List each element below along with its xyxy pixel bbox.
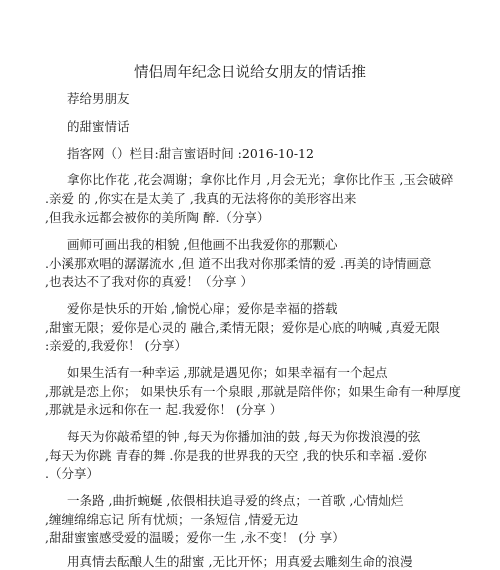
paragraph-6-line-2: ,缠缠绵绵忘记 所有忧烦；一条短信 ,情爱无边 (45, 512, 299, 527)
paragraph-3-line-2: ,甜蜜无限；爱你是心灵的 融合,柔情无限；爱你是心底的呐喊 ,真爱无限 (45, 320, 440, 335)
paragraph-6-line-1: 一条路 ,曲折蜿蜒 ,依偎相扶追寻爱的终点；一首歌 ,心情灿烂 (67, 493, 404, 508)
paragraph-7-line-1: 用真情去酝酿人生的甜蜜 ,无比开怀；用真爱去雕刻生命的浪漫 (67, 554, 413, 569)
paragraph-5-line-3: .（分享） (45, 466, 99, 481)
paragraph-4-line-3: ,那就是永远和你在一 起.我爱你！ (分享 ） (45, 402, 283, 417)
paragraph-1-line-2: .亲爱 的 ,你实在是太美了 ,我真的无法将你的美形容出来 (45, 191, 357, 206)
paragraph-1-line-1: 拿你比作花 ,花会凋谢；拿你比作月 ,月会无光；拿你比作玉 ,玉会破碎 (67, 172, 454, 187)
paragraph-5-line-1: 每天为你敲希望的钟 ,每天为你播加油的鼓 ,每天为你拨浪漫的弦 (67, 429, 421, 444)
paragraph-3-line-3: :亲爱的,我爱你！ (分享） (45, 338, 188, 353)
paragraph-6-line-3: ,甜甜蜜蜜感受爱的温暖；爱你一生 ,永不变！ (分 享） (45, 530, 345, 545)
paragraph-2-line-2: .小溪那欢唱的潺潺流水 ,但 道不出我对你那柔情的爱 .再美的诗情画意 (45, 256, 432, 271)
paragraph-3-line-1: 爱你是快乐的开始 ,愉悦心扉；爱你是幸福的搭载 (67, 301, 338, 316)
paragraph-4-line-2: ,那就是恋上你； 如果快乐有一个泉眼 ,那就是陪伴你；如果生命有一种厚度 (45, 384, 461, 399)
paragraph-4-line-1: 如果生活有一种幸运 ,那就是遇见你；如果幸福有一个起点 (67, 365, 388, 380)
document-title: 情侣周年纪念日说给女朋友的情话推 (134, 65, 366, 81)
paragraph-2-line-3: ,也表达不了我对你的真爱！（分享 ） (45, 274, 253, 289)
subtitle-line-1: 荐给男朋友 (67, 91, 130, 106)
paragraph-2-line-1: 画师可画出我的相貌 ,但他画不出我爱你的那颗心 (67, 237, 338, 252)
paragraph-1-line-3: ,但我永远都会被你的美所陶 醉.（分享） (45, 210, 270, 225)
subtitle-line-2: 的甜蜜情话 (67, 119, 130, 134)
paragraph-5-line-2: ,每天为你跳 青春的舞 .你是我的世界我的天空 ,我的快乐和幸福 .爱你 (45, 448, 427, 463)
meta-line: 指客网（）栏目:甜言蜜语时间 :2016-10-12 (67, 146, 314, 161)
